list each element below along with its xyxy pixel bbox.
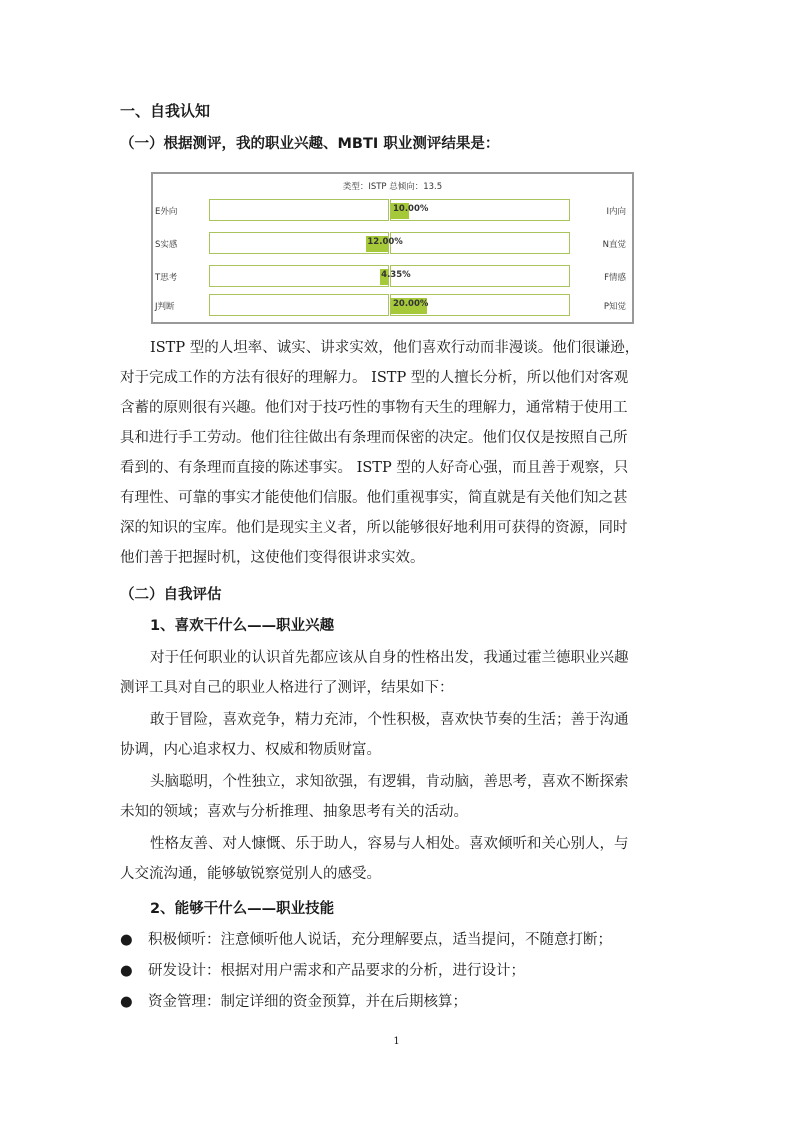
subheading-assessment-results: （一）根据测评，我的职业兴趣、MBTI 职业测评结果是： — [120, 136, 500, 152]
istp-description-paragraph — [120, 333, 676, 573]
bullet-icon: ● — [120, 963, 133, 979]
axis-left-label: T思考 — [155, 273, 178, 283]
bar-track-left — [209, 199, 389, 221]
subheading-self-evaluation: （二）自我评估 — [120, 587, 222, 603]
axis-right-label: N直觉 — [602, 240, 626, 250]
chart-row — [153, 199, 632, 221]
text-line: ISTP 型的人坦率、诚实、讲求实效，他们喜欢行动而非漫谈。他们很谦逊， — [150, 340, 640, 356]
text-line: 他们善于把握时机，这使他们变得很讲求实效。 — [120, 550, 425, 566]
text-line: 具和进行手工劳动。他们往往做出有条理而保密的决定。他们仅仅是按照自己所 — [120, 430, 628, 446]
data-label: 10.00% — [393, 204, 429, 214]
bullet-text: 研发设计：根据对用户需求和产品要求的分析，进行设计； — [148, 963, 525, 979]
trait-paragraph-social — [120, 829, 676, 889]
axis-left-label: J判断 — [155, 302, 175, 312]
text-line: 头脑聪明，个性独立，求知欲强，有逻辑，肯动脑，善思考，喜欢不断探索 — [150, 774, 629, 790]
text-line: 看到的、有条理而直接的陈述事实。 ISTP 型的人好奇心强，而且善于观察，只 — [120, 460, 629, 476]
axis-right-label: I内向 — [606, 207, 626, 217]
chart-row — [153, 232, 632, 254]
chart-row — [153, 265, 632, 287]
axis-left-label: E外向 — [155, 207, 178, 217]
page-number: 1 — [393, 1036, 400, 1047]
item-heading-skills: 2、能够干什么——职业技能 — [150, 901, 335, 917]
text-line: 测评工具对自己的职业人格进行了测评，结果如下： — [120, 680, 454, 696]
axis-right-label: F情感 — [604, 273, 626, 283]
data-label: 4.35% — [381, 270, 411, 280]
bullet-text: 积极倾听：注意倾听他人说话，充分理解要点，适当提问，不随意打断； — [148, 932, 612, 948]
section-heading-self-cognition: 一、自我认知 — [120, 102, 211, 120]
bar-track-left — [209, 265, 389, 287]
text-line: 对于任何职业的认识首先都应该从自身的性格出发，我通过霍兰德职业兴趣 — [150, 650, 629, 666]
bar-track-right — [390, 232, 570, 254]
text-line: 协调，内心追求权力、权威和物质财富。 — [120, 742, 381, 758]
text-line: 深的知识的宝库。他们是现实主义者，所以能够很好地利用可获得的资源，同时 — [120, 520, 628, 536]
bullet-item — [120, 991, 467, 1013]
bar-track-left — [209, 232, 389, 254]
text-line: 有理性、可靠的事实才能使他们信服。他们重视事实，简直就是有关他们知之甚 — [120, 490, 628, 506]
text-line: 性格友善、对人慷慨、乐于助人，容易与人相处。喜欢倾听和关心别人，与 — [150, 836, 629, 852]
bullet-item — [120, 960, 525, 982]
bar-track-right — [390, 265, 570, 287]
axis-left-label: S实感 — [155, 240, 178, 250]
data-label: 12.00% — [367, 237, 403, 247]
item-heading-interests: 1、喜欢干什么——职业兴趣 — [150, 618, 335, 634]
holland-intro-paragraph — [120, 643, 676, 703]
text-line: 敢于冒险，喜欢竞争，精力充沛，个性积极，喜欢快节奏的生活；善于沟通 — [150, 712, 629, 728]
text-line: 未知的领域；喜欢与分析推理、抽象思考有关的活动。 — [120, 804, 468, 820]
bar-track-left — [209, 294, 389, 316]
text-line: 含蓄的原则很有兴趣。他们对于技巧性的事物有天生的理解力，通常精于使用工 — [120, 400, 628, 416]
bullet-icon: ● — [120, 932, 133, 948]
axis-right-label: P知觉 — [603, 302, 626, 312]
data-label: 20.00% — [393, 299, 429, 309]
bullet-text: 资金管理：制定详细的资金预算，并在后期核算； — [148, 994, 467, 1010]
bullet-item — [120, 929, 612, 951]
text-line: 对于完成工作的方法有很好的理解力。 ISTP 型的人擅长分析，所以他们对客观 — [120, 370, 629, 386]
chart-row — [153, 294, 632, 316]
bullet-icon: ● — [120, 994, 133, 1010]
trait-paragraph-investigative — [120, 767, 676, 827]
text-line: 人交流沟通，能够敏锐察觉别人的感受。 — [120, 866, 381, 882]
trait-paragraph-enterprising — [120, 705, 676, 765]
chart-title: 类型：ISTP 总倾向：13.5 — [342, 182, 443, 192]
mbti-chart — [151, 172, 634, 324]
